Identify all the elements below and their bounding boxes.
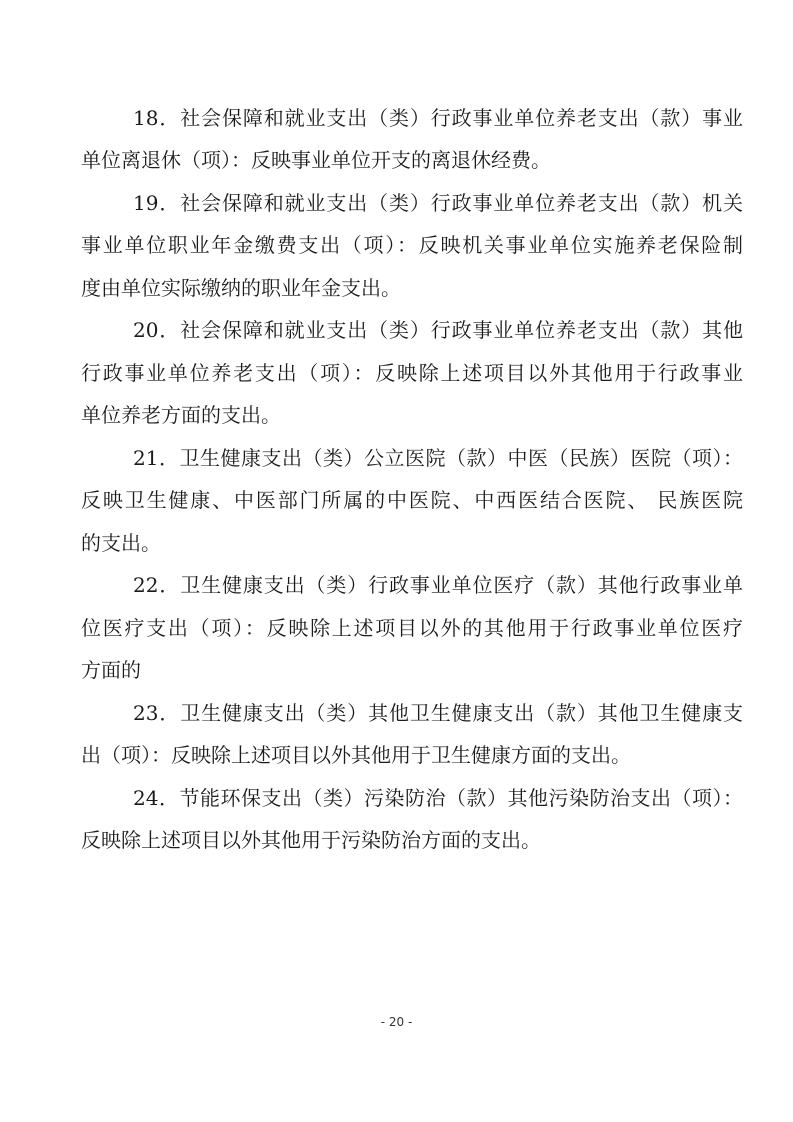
paragraph-line: 单位离退休（项）：反映事业单位开支的离退休经费。 [81,148,551,172]
paragraph-line: 方面的 [81,658,141,682]
paragraph-line: 度由单位实际缴纳的职业年金支出。 [81,276,401,300]
page-number: - 20 - [380,1015,413,1029]
paragraph-line: 24．节能环保支出（类）污染防治（款）其他污染防治支出（项）： [133,786,743,810]
paragraph-line: 22．卫生健康支出（类）行政事业单位医疗（款）其他行政事业单 [133,573,743,597]
paragraph-line: 事业单位职业年金缴费支出（项）：反映机关事业单位实施养老保险制 [81,233,743,257]
paragraph-line: 19．社会保障和就业支出（类）行政事业单位养老支出（款）机关 [133,191,743,215]
paragraph-line: 23．卫生健康支出（类）其他卫生健康支出（款）其他卫生健康支 [133,701,743,725]
paragraph-line: 20．社会保障和就业支出（类）行政事业单位养老支出（款）其他 [133,318,743,342]
paragraph-line: 反映卫生健康、中医部门所属的中医院、中西医结合医院、 民族医院 [81,488,743,512]
paragraph-line: 的支出。 [81,531,161,555]
paragraph-line: 18．社会保障和就业支出（类）行政事业单位养老支出（款）事业 [133,106,743,130]
paragraph-line: 位医疗支出（项）：反映除上述项目以外的其他用于行政事业单位医疗 [81,616,743,640]
paragraph-line: 21．卫生健康支出（类）公立医院（款）中医（民族）医院（项）： [133,446,743,470]
paragraph-line: 反映除上述项目以外其他用于污染防治方面的支出。 [81,828,541,852]
paragraph-line: 行政事业单位养老支出（项）：反映除上述项目以外其他用于行政事业 [81,361,743,385]
paragraph-line: 出（项）：反映除上述项目以外其他用于卫生健康方面的支出。 [81,743,631,767]
paragraph-line: 单位养老方面的支出。 [81,403,281,427]
